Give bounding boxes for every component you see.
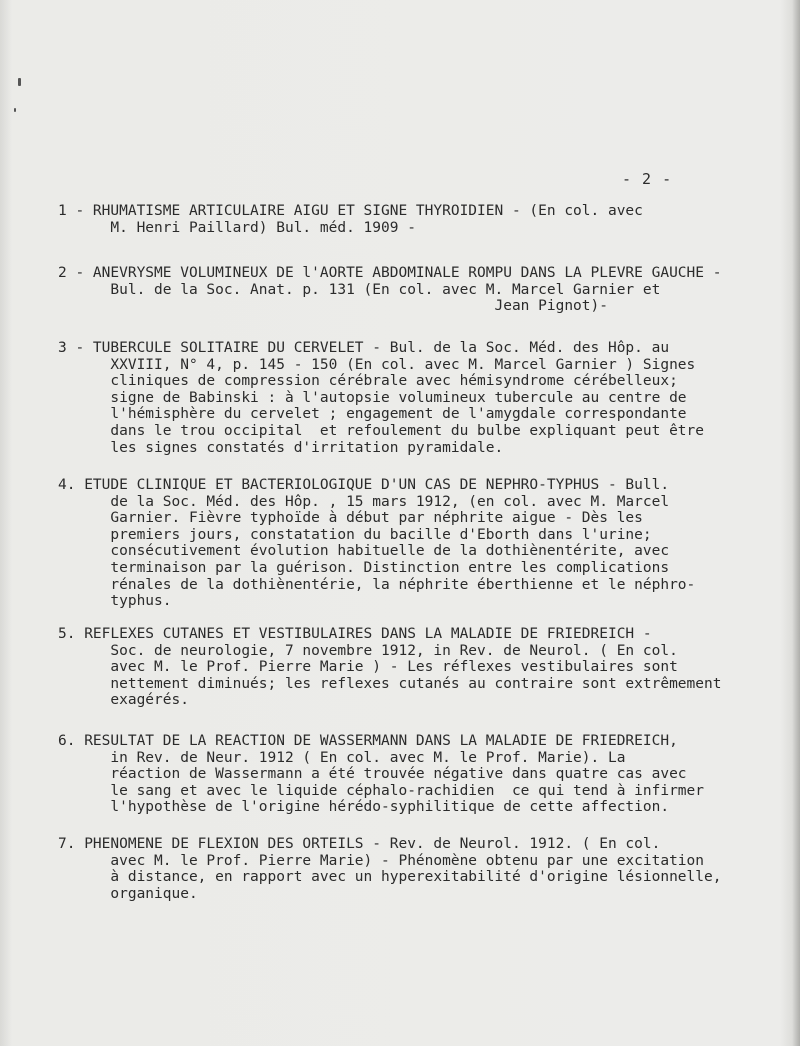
entry-title-line: 2 - ANEVRYSME VOLUMINEUX DE l'AORTE ABDOMINALE ROMPU DANS LA PLEVRE GAUCHE - (58, 265, 722, 281)
entry-text-line: rénales de la dothiènentérie, la néphrite éberthienne et le néphro- (58, 576, 696, 593)
entry-text-line: de la Soc. Méd. des Hôp. , 15 mars 1912, (en col. avec M. Marcel (58, 493, 670, 510)
bibliography-entry-4 (58, 477, 738, 610)
entry-text-line: l'hypothèse de l'origine hérédo-syphilitique de cette affection. (58, 799, 670, 816)
entry-title-line: 6. RESULTAT DE LA REACTION DE WASSERMANN DANS LA MALADIE DE FRIEDREICH, (58, 733, 678, 749)
entry-text-line: l'hémisphère du cervelet ; engagement de l'amygdale correspondante (58, 406, 687, 423)
entry-text-line: exagérés. (58, 692, 189, 709)
entry-text-line: organique. (58, 885, 198, 902)
entry-text-line: nettement diminués; les reflexes cutanés au contraire sont extrêmement (58, 675, 722, 692)
entry-text-line: Soc. de neurologie, 7 novembre 1912, in Rev. de Neurol. ( En col. (58, 642, 678, 659)
entry-title-line: 1 - RHUMATISME ARTICULAIRE AIGU ET SIGNE THYROIDIEN - (En col. avec (58, 203, 643, 219)
entry-text-line: Jean Pignot)- (58, 298, 608, 315)
bibliography-entry-5 (58, 626, 738, 709)
entry-text-line: avec M. le Prof. Pierre Marie ) - Les réflexes vestibulaires sont (58, 659, 678, 676)
bibliography-entry-6 (58, 733, 738, 816)
ink-speck (14, 108, 16, 112)
entry-text-line: consécutivement évolution habituelle de la dothiènentérite, avec (58, 543, 670, 560)
entry-text-line: à distance, en rapport avec un hyperexitabilité d'origine lésionnelle, (58, 869, 722, 886)
entry-text-line: avec M. le Prof. Pierre Marie) - Phénomène obtenu par une excitation (58, 852, 705, 869)
entry-text-line: dans le trou occipital et refoulement du bulbe expliquant peut être (58, 422, 705, 439)
page-edge-shadow (792, 0, 800, 1046)
bibliography-entry-7 (58, 836, 738, 902)
entry-text-line: premiers jours, constatation du bacille d'Eborth dans l'urine; (58, 526, 652, 543)
entry-text-line: Bul. de la Soc. Anat. p. 131 (En col. avec M. Marcel Garnier et (58, 281, 661, 298)
entry-title-line: 5. REFLEXES CUTANES ET VESTIBULAIRES DANS LA MALADIE DE FRIEDREICH - (58, 626, 652, 642)
entry-text-line: XXVIII, N° 4, p. 145 - 150 (En col. avec M. Marcel Garnier ) Signes (58, 356, 696, 373)
entry-text-line: réaction de Wassermann a été trouvée négative dans quatre cas avec (58, 766, 687, 783)
entry-text-line: typhus. (58, 593, 172, 610)
bibliography-entry-1 (58, 203, 738, 236)
entry-title-line: 4. ETUDE CLINIQUE ET BACTERIOLOGIQUE D'UN CAS DE NEPHRO-TYPHUS - Bull. (58, 477, 670, 493)
entry-text-line: terminaison par la guérison. Distinction entre les complications (58, 559, 670, 576)
ink-speck (18, 78, 21, 86)
entry-text-line: cliniques de compression cérébrale avec hémisyndrome cérébelleux; (58, 373, 678, 390)
bibliography-entry-2 (58, 265, 738, 315)
page-number: - 2 - (622, 170, 673, 188)
bibliography-entry-3 (58, 340, 738, 456)
entry-text-line: in Rev. de Neur. 1912 ( En col. avec M. le Prof. Marie). La (58, 749, 626, 766)
entry-title-line: 3 - TUBERCULE SOLITAIRE DU CERVELET - Bul. de la Soc. Méd. des Hôp. au (58, 340, 670, 356)
entry-text-line: M. Henri Paillard) Bul. méd. 1909 - (58, 219, 416, 236)
entry-title-line: 7. PHENOMENE DE FLEXION DES ORTEILS - Rev. de Neurol. 1912. ( En col. (58, 836, 661, 852)
entry-text-line: le sang et avec le liquide céphalo-rachidien ce qui tend à infirmer (58, 782, 705, 799)
entry-text-line: les signes constatés d'irritation pyramidale. (58, 439, 504, 456)
entry-text-line: signe de Babinski : à l'autopsie volumineux tubercule au centre de (58, 389, 687, 406)
entry-text-line: Garnier. Fièvre typhoïde à début par néphrite aigue - Dès les (58, 510, 643, 527)
